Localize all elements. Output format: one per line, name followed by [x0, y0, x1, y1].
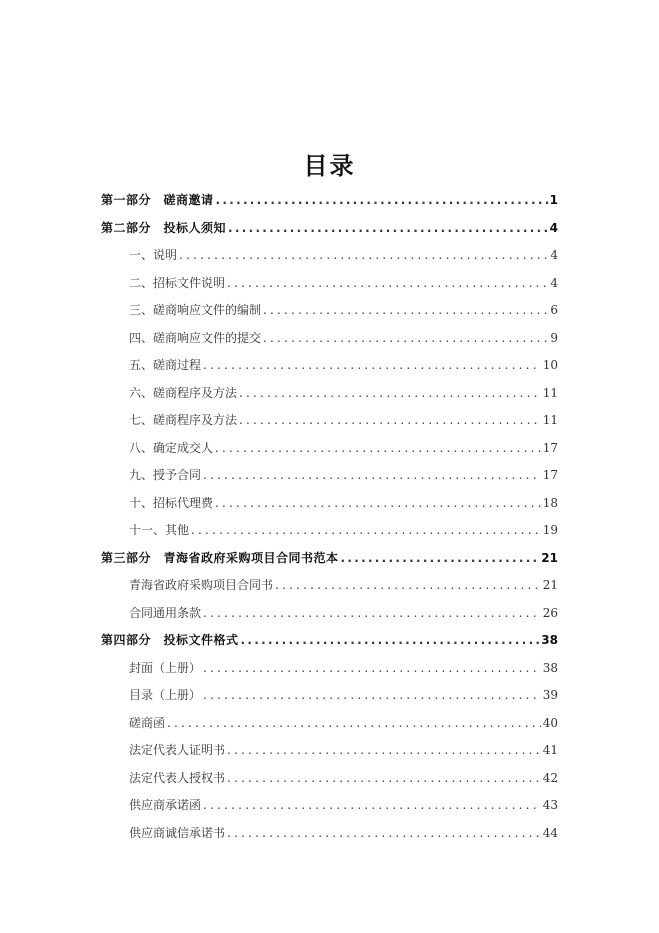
toc-dot-leader	[275, 575, 541, 595]
toc-subsection-entry[interactable]	[101, 658, 558, 686]
toc-dot-leader	[203, 465, 541, 485]
toc-page-number: 38	[541, 633, 558, 647]
toc-entry-label: 第一部分 磋商邀请	[101, 193, 214, 207]
toc-page-number: 39	[542, 688, 558, 702]
toc-page-number: 4	[549, 220, 558, 235]
toc-page-number: 21	[542, 578, 558, 592]
toc-entry-label: 八、确定成交人	[129, 440, 214, 455]
toc-entry-label: 七、磋商程序及方法	[129, 413, 238, 427]
table-of-contents	[101, 190, 558, 850]
toc-page-number: 26	[542, 605, 558, 620]
toc-section-entry[interactable]	[101, 548, 558, 576]
toc-page-number: 6	[550, 303, 558, 317]
toc-subsection-entry[interactable]	[101, 493, 558, 521]
toc-entry-label: 三、磋商响应文件的编制	[129, 303, 262, 317]
toc-subsection-entry[interactable]	[101, 438, 558, 466]
toc-page-number: 44	[542, 825, 558, 840]
toc-subsection-entry[interactable]	[101, 410, 558, 438]
toc-dot-leader	[191, 520, 541, 540]
toc-page-number: 17	[542, 468, 558, 482]
toc-dot-leader	[216, 190, 548, 210]
toc-entry-label: 四、磋商响应文件的提交	[129, 330, 262, 345]
toc-dot-leader	[227, 768, 541, 788]
toc-entry-label: 封面（上册）	[129, 660, 202, 675]
toc-dot-leader	[341, 548, 540, 568]
toc-dot-leader	[227, 273, 548, 293]
toc-page-number: 38	[542, 660, 558, 675]
toc-section-entry[interactable]	[101, 630, 558, 658]
toc-section-entry[interactable]	[101, 218, 558, 246]
toc-subsection-entry[interactable]	[101, 328, 558, 356]
toc-subsection-entry[interactable]	[101, 823, 558, 851]
toc-subsection-entry[interactable]	[101, 713, 558, 741]
toc-page-number: 4	[550, 275, 558, 290]
toc-page-number: 19	[542, 523, 558, 537]
toc-dot-leader	[239, 383, 541, 403]
toc-entry-label: 第四部分 投标文件格式	[101, 633, 239, 647]
toc-subsection-entry[interactable]	[101, 383, 558, 411]
toc-entry-label: 一、说明	[129, 248, 178, 262]
toc-dot-leader	[167, 713, 541, 733]
toc-entry-label: 第二部分 投标人须知	[101, 220, 227, 235]
toc-subsection-entry[interactable]	[101, 575, 558, 603]
toc-dot-leader	[215, 493, 541, 513]
toc-subsection-entry[interactable]	[101, 273, 558, 301]
toc-page-number: 11	[542, 413, 558, 427]
toc-dot-leader	[239, 410, 541, 430]
toc-entry-label: 九、授予合同	[129, 468, 202, 482]
toc-entry-label: 合同通用条款	[129, 605, 202, 620]
toc-dot-leader	[179, 245, 548, 265]
toc-dot-leader	[227, 823, 541, 843]
toc-page-number: 41	[542, 743, 558, 757]
toc-page-number: 42	[542, 770, 558, 785]
toc-title: 目录	[303, 152, 356, 180]
toc-entry-label: 十、招标代理费	[129, 495, 214, 510]
toc-subsection-entry[interactable]	[101, 520, 558, 548]
toc-page-number: 40	[542, 715, 558, 730]
toc-page-number: 4	[550, 248, 558, 262]
toc-entry-label: 供应商承诺函	[129, 798, 202, 812]
toc-page-number: 10	[542, 358, 558, 372]
toc-page-number: 1	[549, 193, 558, 207]
toc-page-number: 9	[550, 330, 558, 345]
toc-page-number: 17	[542, 440, 558, 455]
toc-entry-label: 青海省政府采购项目合同书	[129, 578, 274, 592]
toc-dot-leader	[241, 630, 540, 650]
toc-dot-leader	[203, 795, 541, 815]
toc-subsection-entry[interactable]	[101, 740, 558, 768]
toc-dot-leader	[263, 300, 548, 320]
toc-subsection-entry[interactable]	[101, 245, 558, 273]
toc-subsection-entry[interactable]	[101, 465, 558, 493]
toc-page-number: 43	[542, 798, 558, 812]
toc-entry-label: 五、磋商过程	[129, 358, 202, 372]
toc-entry-label: 二、招标文件说明	[129, 275, 226, 290]
toc-entry-label: 目录（上册）	[129, 688, 202, 702]
toc-entry-label: 供应商诚信承诺书	[129, 825, 226, 840]
toc-dot-leader	[203, 685, 541, 705]
toc-page-number: 21	[541, 550, 558, 565]
toc-dot-leader	[263, 328, 548, 348]
toc-entry-label: 法定代表人授权书	[129, 770, 226, 785]
toc-entry-label: 法定代表人证明书	[129, 743, 226, 757]
toc-entry-label: 第三部分 青海省政府采购项目合同书范本	[101, 550, 339, 565]
toc-entry-label: 十一、其他	[129, 523, 190, 537]
toc-entry-label: 磋商函	[129, 715, 166, 730]
toc-entry-label: 六、磋商程序及方法	[129, 385, 238, 400]
toc-subsection-entry[interactable]	[101, 300, 558, 328]
toc-dot-leader	[227, 740, 541, 760]
toc-dot-leader	[215, 438, 541, 458]
toc-subsection-entry[interactable]	[101, 768, 558, 796]
toc-subsection-entry[interactable]	[101, 795, 558, 823]
toc-page-number: 11	[542, 385, 558, 400]
toc-section-entry[interactable]	[101, 190, 558, 218]
toc-subsection-entry[interactable]	[101, 685, 558, 713]
toc-page-number: 18	[542, 495, 558, 510]
toc-subsection-entry[interactable]	[101, 355, 558, 383]
toc-dot-leader	[228, 218, 548, 238]
toc-dot-leader	[203, 355, 541, 375]
toc-dot-leader	[203, 603, 541, 623]
toc-dot-leader	[203, 658, 541, 678]
toc-subsection-entry[interactable]	[101, 603, 558, 631]
